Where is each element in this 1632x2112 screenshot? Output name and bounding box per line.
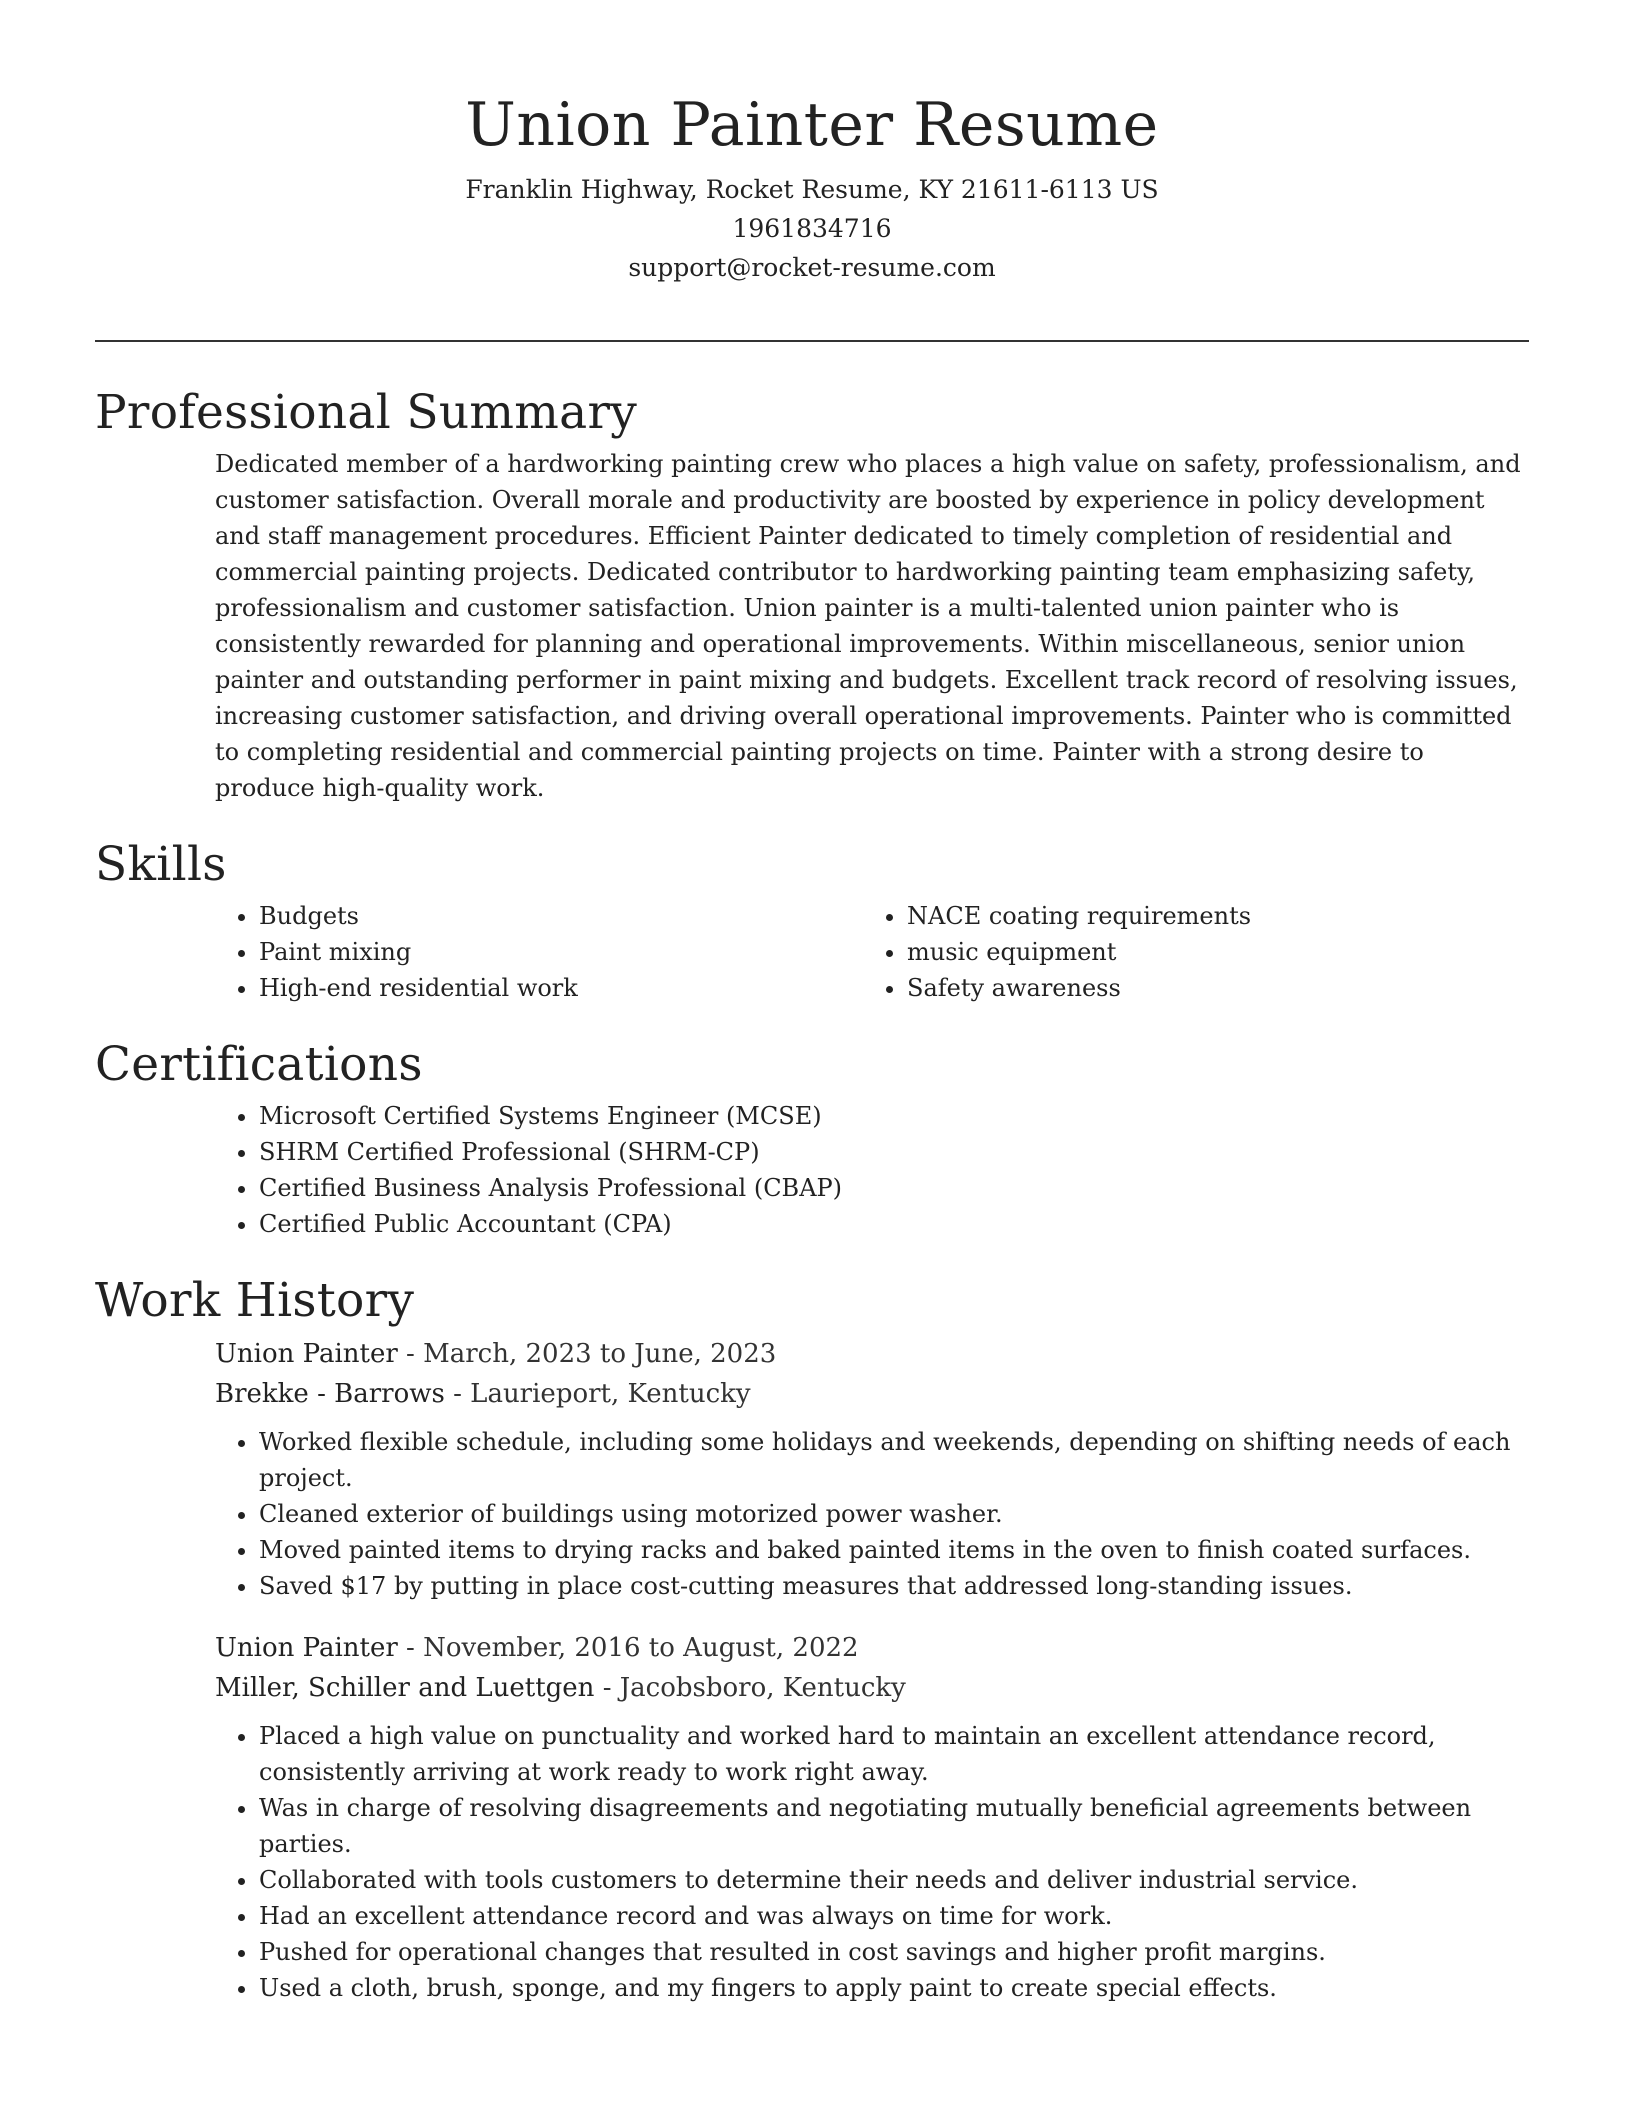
job-company: Brekke - Barrows <box>215 1379 445 1409</box>
job-duties-list <box>215 1718 1529 2006</box>
job-title-line <box>215 1628 1529 1668</box>
header-divider <box>95 340 1529 342</box>
skills-grid <box>95 898 1529 1006</box>
job-title-line <box>215 1334 1529 1374</box>
certification-item: • Microsoft Certified Systems Engineer (MCSE) <box>259 1098 1529 1134</box>
certifications-section <box>95 1032 1529 1242</box>
job-dates: - November, 2016 to August, 2022 <box>397 1633 859 1663</box>
phone-number: 1961834716 <box>732 214 892 243</box>
resume-header <box>95 80 1529 287</box>
job-duty: • Pushed for operational changes that resulted in cost savings and higher profit margins. <box>259 1934 1529 1970</box>
job-entry <box>215 1628 1529 2006</box>
skill-item: • NACE coating requirements <box>907 898 1251 934</box>
certification-item: • Certified Business Analysis Professional (CBAP) <box>259 1170 1529 1206</box>
job-duty: • Moved painted items to drying racks and baked painted items in the oven to finish coated surfaces. <box>259 1532 1529 1568</box>
skills-heading: Skills <box>95 837 227 892</box>
job-duty: • Used a cloth, brush, sponge, and my fingers to apply paint to create special effects. <box>259 1970 1529 2006</box>
job-duties-list <box>215 1424 1529 1604</box>
job-duty: • Had an excellent attendance record and was always on time for work. <box>259 1898 1529 1934</box>
job-dates: - March, 2023 to June, 2023 <box>397 1339 777 1369</box>
job-company: Miller, Schiller and Luettgen <box>215 1673 595 1703</box>
job-duty: • Collaborated with tools customers to determine their needs and deliver industrial service. <box>259 1862 1529 1898</box>
skill-item: • Safety awareness <box>907 970 1251 1006</box>
certifications-heading: Certifications <box>95 1037 423 1092</box>
job-company-line <box>215 1374 1529 1414</box>
job-entry <box>215 1334 1529 1604</box>
job-duty: • Saved $17 by putting in place cost-cutting measures that addressed long-standing issues. <box>259 1568 1529 1604</box>
job-location: - Jacobsboro, Kentucky <box>594 1673 906 1703</box>
skill-item: • High-end residential work <box>259 970 743 1006</box>
skill-item: • Paint mixing <box>259 934 743 970</box>
job-duty: • Cleaned exterior of buildings using motorized power washer. <box>259 1496 1529 1532</box>
summary-section <box>95 380 1529 806</box>
job-location: - Laurieport, Kentucky <box>444 1379 751 1409</box>
certifications-list <box>95 1098 1529 1242</box>
skill-item: • Budgets <box>259 898 743 934</box>
job-duty: • Worked flexible schedule, including some holidays and weekends, depending on shifting needs of each project. <box>259 1424 1529 1496</box>
skill-item: • music equipment <box>907 934 1251 970</box>
job-company-line <box>215 1668 1529 1708</box>
summary-text: Dedicated member of a hardworking painting crew who places a high value on safety, professionalism, and customer satisfaction. Overall morale and productivity are boosted by experience in policy development and staff management procedures. Efficient Painter dedicated to timely completion of residential and commercial painting projects. Dedicated contributor to hardworking painting team emphasizing safety, professionalism and customer satisfaction. Union painter is a multi-talented union painter who is consistently rewarded for planning and operational improvements. Within miscellaneous, senior union painter and outstanding performer in paint mixing and budgets. Excellent track record of resolving issues, increasing customer satisfaction, and driving overall operational improvements. Painter who is committed to completing residential and commercial painting projects on time. Painter with a strong desire to produce high-quality work. <box>215 450 1521 802</box>
certification-item: • Certified Public Accountant (CPA) <box>259 1206 1529 1242</box>
address: Franklin Highway, Rocket Resume, KY 21611-6113 US <box>465 175 1159 204</box>
resume-title: Union Painter Resume <box>465 90 1159 160</box>
job-title: Union Painter <box>215 1633 398 1663</box>
skills-list-right <box>743 898 1251 1006</box>
job-duty: • Was in charge of resolving disagreements and negotiating mutually beneficial agreements between parties. <box>259 1790 1529 1862</box>
email-address: support@rocket-resume.com <box>628 253 996 282</box>
skills-section <box>95 832 1529 1006</box>
certification-item: • SHRM Certified Professional (SHRM-CP) <box>259 1134 1529 1170</box>
resume-body <box>95 380 1529 2030</box>
summary-heading: Professional Summary <box>95 385 638 440</box>
job-duty: • Placed a high value on punctuality and worked hard to maintain an excellent attendance record, consistently arriving at work ready to work right away. <box>259 1718 1529 1790</box>
work-history-heading: Work History <box>95 1273 415 1328</box>
job-title: Union Painter <box>215 1339 398 1369</box>
skills-list-left <box>95 898 743 1006</box>
work-history-section <box>95 1268 1529 2006</box>
